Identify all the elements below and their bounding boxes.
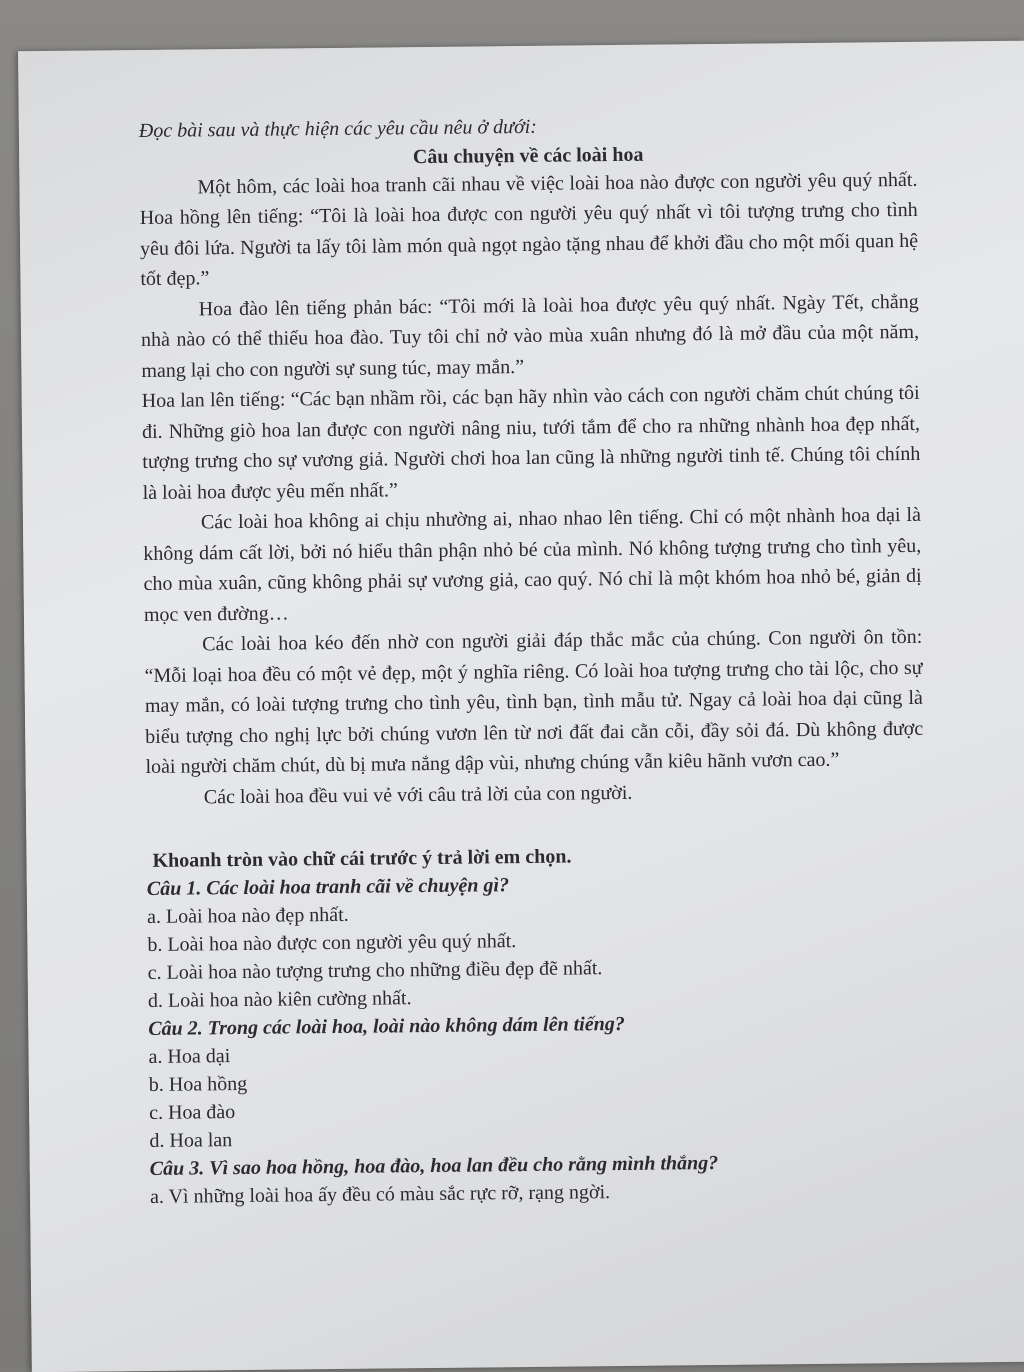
answer-option: c. Loài hoa nào tượng trưng cho những điều đẹp đẽ nhất. xyxy=(147,957,603,984)
story-title: Câu chuyện về các loài hoa xyxy=(412,143,644,168)
question-2: Câu 2. Trong các loài hoa, loài nào không dám lên tiếng? xyxy=(148,1012,625,1040)
answer-option: b. Loài hoa nào được con người yêu quý nhất. xyxy=(147,930,517,956)
story-paragraph: Hoa đào lên tiếng phản bác: “Tôi mới là loài hoa được yêu quý nhất. Ngày Tết, chẳng nhà nào có thể thiếu hoa đào. Tuy tôi chỉ nở vào mùa xuân nhưng đó là mở đầu của một năm, mang lại cho con người sự sung túc, may mắn.” xyxy=(140,290,920,382)
reading-instruction: Đọc bài sau và thực hiện các yêu cầu nêu ở dưới: xyxy=(138,115,538,143)
story-paragraph: Một hôm, các loài hoa tranh cãi nhau về việc loài hoa nào được con người yêu quý nhất. Hoa hồng lên tiếng: “Tôi là loài hoa được con người yêu quý nhất vì tôi tượng trưng cho tình yêu đôi lứa. Người ta lấy tôi làm món quà ngọt ngào tặng nhau để khởi đầu cho một mối quan hệ tốt đẹp.” xyxy=(139,168,919,290)
quiz-instruction: Khoanh tròn vào chữ cái trước ý trả lời em chọn. xyxy=(152,845,572,872)
story-paragraph: Các loài hoa đều vui vẻ với câu trả lời của con người. xyxy=(203,781,633,808)
answer-option: d. Hoa lan xyxy=(149,1129,233,1152)
answer-option: a. Loài hoa nào đẹp nhất. xyxy=(146,903,349,928)
answer-option: c. Hoa đào xyxy=(149,1101,236,1124)
answer-option: d. Loài hoa nào kiên cường nhất. xyxy=(147,987,412,1012)
question-3: Câu 3. Vì sao hoa hồng, hoa đào, hoa lan đều cho rằng mình thắng? xyxy=(149,1151,719,1180)
paper-sheet xyxy=(18,41,1024,1372)
document-content xyxy=(139,108,928,1211)
answer-option: a. Vì những loài hoa ấy đều có màu sắc rực rỡ, rạng ngời. xyxy=(149,1181,611,1208)
story-paragraph: Các loài hoa kéo đến nhờ con người giải đáp thắc mắc của chúng. Con người ôn tồn: “Mỗi loại hoa đều có một vẻ đẹp, một ý nghĩa riêng. Có loài hoa tượng trưng cho tài lộc, cho sự may mắn, có loài tượng trưng cho tình yêu, tình bạn, tình mẫu tử. Ngay cả loài hoa dại cũng là biểu tượng cho nghị lực bởi chúng vươn lên từ nơi đất đai cằn cỗi, đầy sỏi đá. Dù không được loài người chăm chút, dù bị mưa nắng dập vùi, nhưng chúng vẫn kiêu hãnh vươn cao.” xyxy=(144,625,924,778)
story-paragraph: Các loài hoa không ai chịu nhường ai, nhao nhao lên tiếng. Chỉ có một nhành hoa dại là không dám cất lời, bởi nó hiểu thân phận nhỏ bé của mình. Nó không tượng trưng cho tình yêu, cho mùa xuân, cũng không phải sự vương giả, cao quý. Nó chỉ là một khóm hoa nhỏ bé, giản dị mọc ven đường… xyxy=(143,503,922,626)
answer-option: a. Hoa dại xyxy=(148,1045,231,1068)
question-1: Câu 1. Các loài hoa tranh cãi về chuyện gì? xyxy=(146,874,510,900)
answer-option: b. Hoa hồng xyxy=(148,1072,248,1096)
story-paragraph: Hoa lan lên tiếng: “Các bạn nhầm rồi, các bạn hãy nhìn vào cách con người chăm chút chúng tôi đi. Những giò hoa lan được con người nâng niu, tưới tắm để cho ra những nhành hoa đẹp nhất, tượng trưng cho sự vương giả. Người chơi hoa lan cũng là những người tinh tế. Chúng tôi chính là loài hoa được yêu mến nhất.” xyxy=(141,381,921,504)
